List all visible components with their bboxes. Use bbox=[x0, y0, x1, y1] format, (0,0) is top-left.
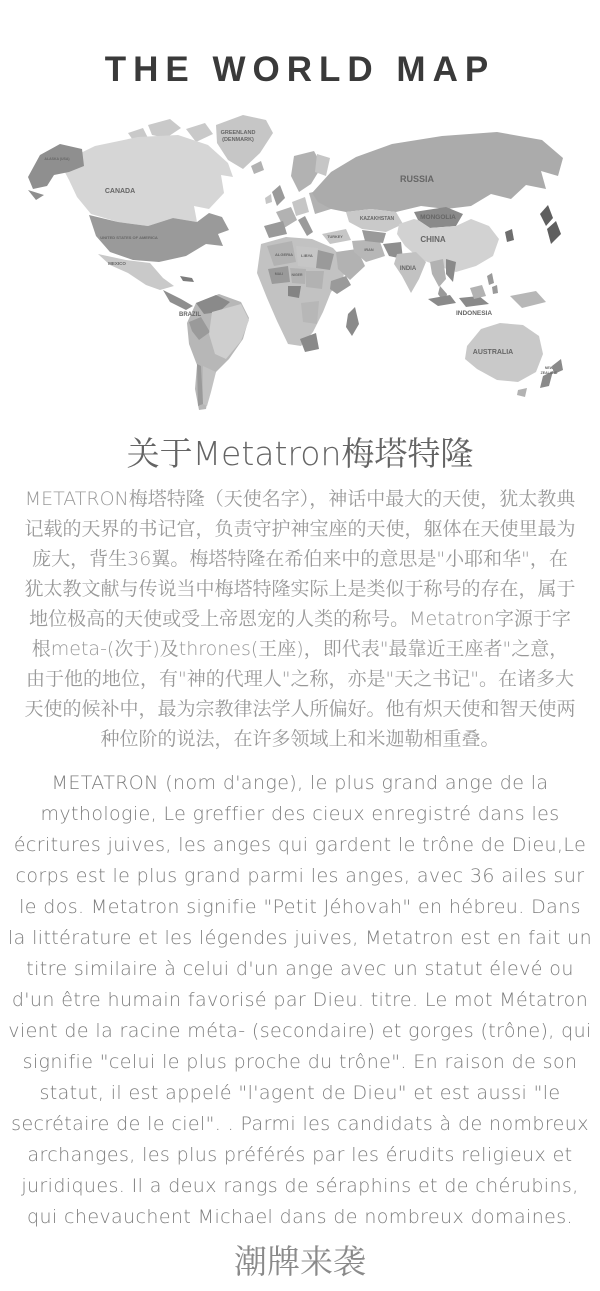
map-region-argentina bbox=[203, 366, 216, 406]
map-region-vietnam bbox=[446, 259, 456, 282]
map-region-japan bbox=[540, 205, 553, 226]
map-region-drc bbox=[301, 301, 319, 324]
map-label--denmark-: (DENMARK) bbox=[222, 137, 254, 143]
about-cn-heading: 关于Metatron梅塔特隆 bbox=[126, 434, 474, 473]
map-region-iceland bbox=[251, 161, 264, 174]
map-region-north-america bbox=[28, 115, 273, 310]
map-region-sudan-chad bbox=[306, 271, 324, 289]
map-label-iran: IRAN bbox=[364, 248, 374, 252]
map-label-canada: CANADA bbox=[104, 188, 136, 195]
map-label-new: NEW bbox=[544, 366, 554, 370]
map-label-indonesia: INDONESIA bbox=[455, 310, 493, 317]
map-label-libya: LIBYA bbox=[301, 253, 313, 258]
map-region-uk bbox=[272, 185, 285, 206]
world-map-figure bbox=[0, 113, 600, 418]
about-fr-paragraph: METATRON (nom d'ange), le plus grand ange de la mythologie, Le greffier des cieux enregistré dans les écritures juives, les anges qui gardent le trône de Dieu,Le corps est le plus grand parmi les anges, avec 36 ailes sur le dos. Metatron signifie "Petit Jéhovah" en hébreu. Dans la littérature et les légendes juives, Metatron est en fait un titre similaire à celui d'un ange avec un statut élevé ou d'un être humain favorisé par Dieu. titre. Le mot Métatron vient de la racine méta- (secondaire) et gorges (trône), qui signifie "celui le plus proche du trône". En raison de son statut, il est appelé "l'agent de Dieu" et est aussi "le secrétaire de le ciel". . Parmi les candidats à de nombreux archanges, les plus préférés par les érudits religieux et juridiques. Il a deux rangs de séraphins et de chérubins, qui chevauchent Michael dans de nombreux domaines. bbox=[7, 772, 593, 1228]
map-region-india bbox=[394, 252, 426, 293]
map-region-japan bbox=[547, 221, 561, 244]
map-region-new-guinea bbox=[510, 291, 546, 308]
map-label-mali: MALI bbox=[274, 272, 284, 276]
map-region-philippines bbox=[492, 285, 498, 294]
map-region-canada bbox=[60, 135, 233, 226]
map-label-australia: AUSTRALIA bbox=[472, 349, 514, 356]
map-label-united-states-of-america: UNITED STATES OF AMERICA bbox=[100, 235, 158, 240]
about-cn-paragraph: METATRON梅塔特隆（天使名字），神话中最大的天使，犹太教典记载的天界的书记官，负责守护神宝座的天使，躯体在天使里最为庞大，背生36翼。梅塔特隆在希伯来中的意思是"小耶和华"，在犹太教文献与传说当中梅塔特隆实际上是类似于称号的存在，属于地位极高的天使或受上帝恩宠的人类的称号。Metatron字源于字根meta-(次于)及thrones(王座)，即代表"最靠近王座者"之意，由于他的地位，有"神的代理人"之称，亦是"天之书记"。在诸多大天使的候补中，最为宗教律法学人所偏好。他有炽天使和智天使两种位阶的说法，在许多领域上和米迦勒相重叠。 bbox=[24, 488, 576, 750]
map-region-oceania bbox=[428, 285, 563, 397]
map-label-alaska-usa-: ALASKA (USA) bbox=[44, 157, 70, 161]
world-map-svg bbox=[0, 113, 600, 418]
map-region-indonesia bbox=[428, 295, 456, 306]
map-label-mongolia: MONGOLIA bbox=[420, 214, 456, 221]
map-region-tasmania bbox=[517, 388, 527, 397]
map-label-turkey: TURKEY bbox=[327, 235, 343, 239]
map-label-kazakhstan: KAZAKHSTAN bbox=[359, 216, 395, 222]
map-label-algeria: ALGERIA bbox=[275, 252, 293, 257]
map-region-central-america bbox=[163, 290, 193, 310]
map-label-china: CHINA bbox=[420, 235, 446, 244]
page-title: THE WORLD MAP bbox=[104, 50, 496, 89]
map-region-nigeria bbox=[288, 286, 301, 298]
map-region-alaska bbox=[28, 190, 44, 200]
map-region-philippines bbox=[487, 273, 494, 285]
map-region-madagascar bbox=[346, 307, 359, 336]
map-region-caribbean bbox=[180, 276, 194, 282]
map-region-korea bbox=[505, 229, 514, 242]
map-region-brazil bbox=[209, 304, 249, 359]
map-label-mexico: MEXICO bbox=[108, 261, 126, 266]
map-region-russia bbox=[312, 132, 563, 212]
map-label-india: INDIA bbox=[399, 266, 417, 272]
map-label-brazil: BRAZIL bbox=[179, 312, 201, 318]
map-region-finland bbox=[315, 154, 330, 176]
map-region-central-asia bbox=[362, 230, 386, 243]
map-label-russia: RUSSIA bbox=[399, 174, 435, 184]
footer-heading: 潮牌来袭 bbox=[234, 1242, 366, 1281]
map-region-italy bbox=[298, 216, 313, 236]
map-label-niger: NIGER bbox=[291, 273, 303, 277]
map-label-zealand: ZEALAND bbox=[540, 371, 558, 375]
map-region-central-europe bbox=[292, 197, 309, 216]
map-region-iberia bbox=[264, 221, 287, 238]
map-region-myanmar-thailand bbox=[430, 259, 446, 287]
map-region-ireland bbox=[265, 194, 272, 204]
map-label-greenland: GREENLAND bbox=[220, 130, 256, 136]
